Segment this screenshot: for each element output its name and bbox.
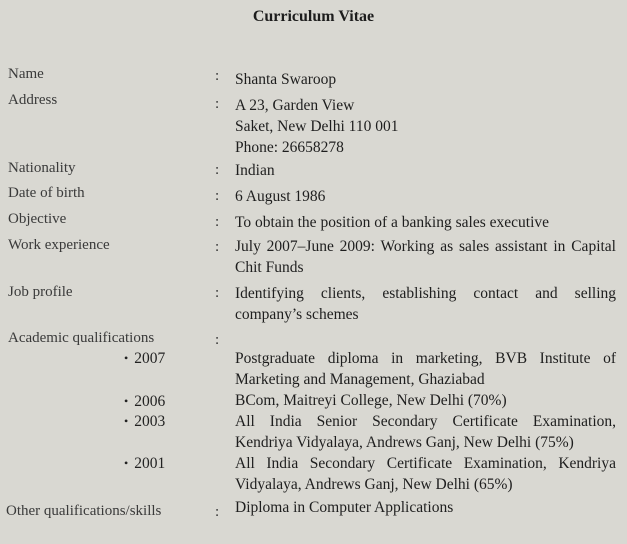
other-label: Other qualifications/skills <box>6 503 162 519</box>
qualification-text: All India Senior Secondary Certificate Examination, Kendriya Vidyalaya, Andrews Ganj, New Delhi (75%) <box>235 413 616 451</box>
qualification-text: BCom, Maitreyi College, New Delhi (70%) <box>235 392 507 409</box>
cv-title: Curriculum Vitae <box>252 8 375 25</box>
address-line: A 23, Garden View <box>235 97 355 114</box>
address-phone: Phone: 26658278 <box>235 139 344 156</box>
nationality-value: Indian <box>235 162 275 179</box>
colon: : <box>215 96 220 112</box>
academic-label: Academic qualifications <box>8 330 155 346</box>
colon: : <box>215 239 220 255</box>
bullet-icon: • <box>124 351 129 365</box>
job-label: Job profile <box>8 284 73 300</box>
bullet-icon: • <box>124 456 129 470</box>
colon: : <box>215 188 220 204</box>
bullet-icon: • <box>124 414 129 428</box>
work-value: July 2007–June 2009: Working as sales assistant in Capital Chit Funds <box>235 238 616 276</box>
objective-label: Objective <box>8 211 67 227</box>
dob-label: Date of birth <box>8 185 85 201</box>
bullet-icon: • <box>124 394 129 408</box>
address-value <box>235 95 398 158</box>
colon: : <box>215 214 220 230</box>
dob-value: 6 August 1986 <box>235 188 326 205</box>
colon: : <box>215 504 220 520</box>
work-label: Work experience <box>8 237 110 253</box>
qualification-text: Postgraduate diploma in marketing, BVB Institute of Marketing and Management, Ghaziabad <box>235 350 616 388</box>
name-value: Shanta Swaroop <box>235 71 337 88</box>
year-item: • 2001 <box>124 455 166 472</box>
year-item: • 2007 <box>124 350 166 367</box>
name-label: Name <box>8 66 44 82</box>
year-item: • 2006 <box>124 393 166 410</box>
colon: : <box>215 68 220 84</box>
colon: : <box>215 332 220 348</box>
colon: : <box>215 285 220 301</box>
year-item: • 2003 <box>124 413 166 430</box>
address-line: Saket, New Delhi 110 001 <box>235 118 399 135</box>
qualification-text: All India Secondary Certificate Examination, Kendriya Vidyalaya, Andrews Ganj, New Delhi (65%) <box>235 455 616 493</box>
colon: : <box>215 162 220 178</box>
job-value: Identifying clients, establishing contact and selling company’s schemes <box>235 285 616 323</box>
nationality-label: Nationality <box>8 160 76 176</box>
address-label: Address <box>8 92 58 108</box>
objective-value: To obtain the position of a banking sales executive <box>235 214 550 231</box>
other-value: Diploma in Computer Applications <box>235 499 454 516</box>
